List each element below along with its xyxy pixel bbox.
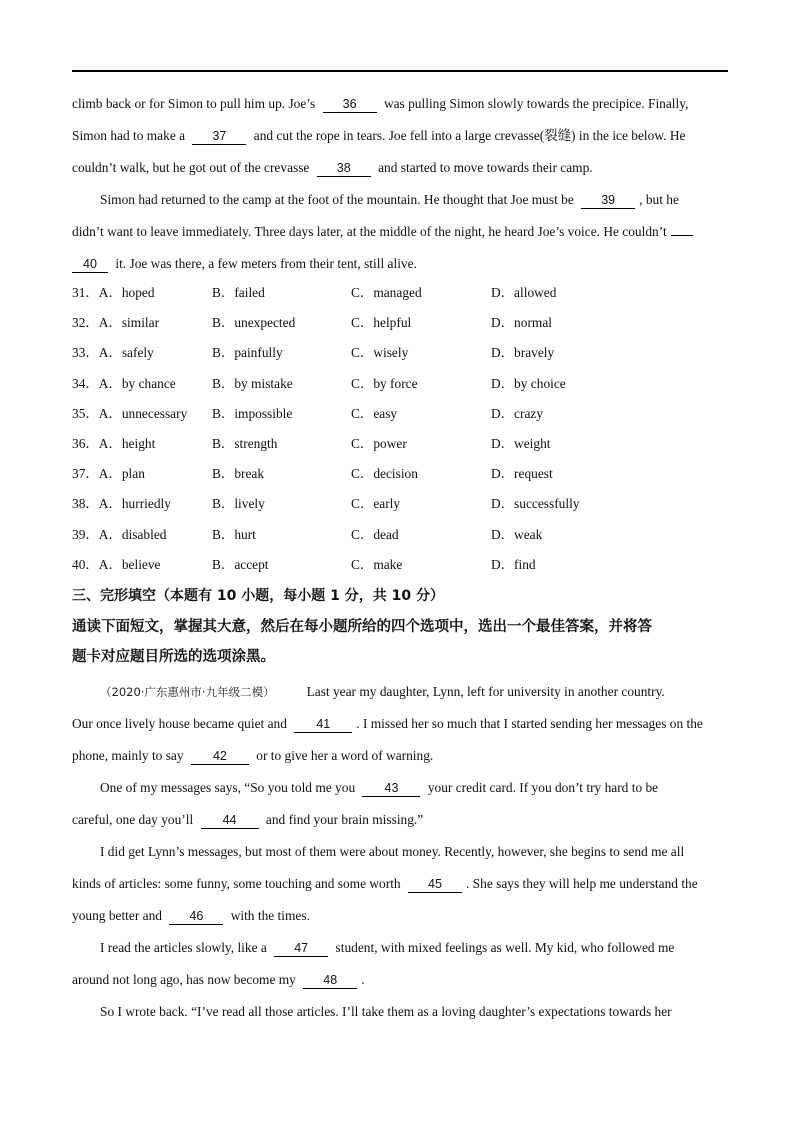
option-c[interactable]: C．by force xyxy=(351,375,418,391)
option-c[interactable]: C．power xyxy=(351,435,407,451)
passage-line: around not long ago, has now become my 48 . xyxy=(72,971,365,987)
passage-line: Simon had to make a 37 and cut the rope in tears. Joe fell into a large crevasse(裂缝) in the ice below. He xyxy=(72,128,686,143)
question-38: 38．A．hurriedly B．lively C．early D．successfully xyxy=(72,489,728,519)
question-32: 32．A．similar B．unexpected C．helpful D．normal xyxy=(72,308,728,338)
blank-36[interactable]: 36 xyxy=(323,96,377,113)
passage-line: Our once lively house became quiet and 41 . I missed her so much that I started sending her messages on the xyxy=(72,715,703,731)
option-b[interactable]: B．accept xyxy=(212,556,269,572)
option-d[interactable]: D．request xyxy=(491,466,553,482)
source-tag: （2020·广东惠州市·九年级二模） xyxy=(100,684,275,699)
option-b[interactable]: B．impossible xyxy=(212,405,293,421)
option-d[interactable]: D．weak xyxy=(491,526,543,542)
question-35: 35．A．unnecessary B．impossible C．easy D．crazy xyxy=(72,399,728,429)
passage-line: I did get Lynn’s messages, but most of them were about money. Recently, however, she begins to send me all xyxy=(100,843,685,859)
option-b[interactable]: B．unexpected xyxy=(212,315,296,331)
passage-line: careful, one day you’ll 44 and find your brain missing.” xyxy=(72,811,424,827)
option-a[interactable]: A．similar xyxy=(98,315,160,331)
passage-line: 40 it. Joe was there, a few meters from their tent, still alive. xyxy=(72,248,728,280)
passage-line: phone, mainly to say 42 or to give her a word of warning. xyxy=(72,747,434,763)
option-b[interactable]: B．hurt xyxy=(212,526,256,542)
option-a[interactable]: A．plan xyxy=(98,466,145,482)
passage-line: kinds of articles: some funny, some touching and some worth 45 . She says they will help me understand the xyxy=(72,875,698,891)
passage-line: climb back or for Simon to pull him up. Joe’s 36 was pulling Simon slowly towards the precipice. Finally, xyxy=(72,96,689,111)
question-31: 31．A．hoped B．failed C．managed D．allowed xyxy=(72,278,728,308)
top-rule xyxy=(72,70,728,72)
passage-line: One of my messages says, “So you told me you 43 your credit card. If you don’t try hard to be xyxy=(100,779,659,795)
option-d[interactable]: D．allowed xyxy=(491,285,557,300)
option-c[interactable]: C．dead xyxy=(351,526,399,542)
option-a[interactable]: A．believe xyxy=(98,556,161,572)
option-a[interactable]: A．safely xyxy=(98,345,154,361)
option-b[interactable]: B．painfully xyxy=(212,345,283,361)
section-instruction: 通读下面短文，掌握其大意，然后在每小题所给的四个选项中，选出一个最佳答案，并将答 题卡对应题目所选的选项涂黑。 xyxy=(72,618,652,665)
option-c[interactable]: C．helpful xyxy=(351,315,412,331)
blank-43[interactable]: 43 xyxy=(362,780,420,797)
option-a[interactable]: A．hoped xyxy=(98,285,155,300)
options-list xyxy=(72,278,728,580)
option-b[interactable]: B．failed xyxy=(212,285,265,300)
option-a[interactable]: A．by chance xyxy=(98,375,176,391)
blank-37[interactable]: 37 xyxy=(192,128,246,145)
blank-39[interactable]: 39 xyxy=(581,192,635,209)
blank-46[interactable]: 46 xyxy=(169,908,223,925)
page-content xyxy=(72,88,728,1028)
option-c[interactable]: C．make xyxy=(351,556,403,572)
blank-41[interactable]: 41 xyxy=(294,716,352,733)
option-d[interactable]: D．successfully xyxy=(491,496,580,512)
option-c[interactable]: C．early xyxy=(351,496,401,512)
question-40: 40．A．believe B．accept C．make D．find xyxy=(72,550,728,580)
question-34: 34．A．by chance B．by mistake C．by force D．by choice xyxy=(72,369,728,399)
blank-47[interactable]: 47 xyxy=(274,940,328,957)
option-d[interactable]: D．by choice xyxy=(491,375,566,391)
option-a[interactable]: A．disabled xyxy=(98,526,167,542)
blank-45[interactable]: 45 xyxy=(408,876,462,893)
question-39: 39．A．disabled B．hurt C．dead D．weak xyxy=(72,520,728,550)
blank-40-start[interactable] xyxy=(671,235,693,236)
passage-line: I read the articles slowly, like a 47 student, with mixed feelings as well. My kid, who followed me xyxy=(100,939,675,955)
option-b[interactable]: B．by mistake xyxy=(212,375,293,391)
option-d[interactable]: D．normal xyxy=(491,315,552,331)
option-c[interactable]: C．wisely xyxy=(351,345,409,361)
passage-line: didn’t want to leave immediately. Three days later, at the middle of the night, he heard Joe’s voice. He couldn’t xyxy=(72,216,728,248)
passage-line: young better and 46 with the times. xyxy=(72,907,310,923)
blank-38[interactable]: 38 xyxy=(317,160,371,177)
option-c[interactable]: C．easy xyxy=(351,405,398,421)
blank-44[interactable]: 44 xyxy=(201,812,259,829)
option-b[interactable]: B．lively xyxy=(212,496,265,512)
option-b[interactable]: B．break xyxy=(212,466,265,482)
option-d[interactable]: D．find xyxy=(491,556,536,572)
option-d[interactable]: D．crazy xyxy=(491,405,544,421)
option-c[interactable]: C．decision xyxy=(351,466,418,482)
question-33: 33．A．safely B．painfully C．wisely D．bravely xyxy=(72,338,728,368)
passage-line: Simon had returned to the camp at the foot of the mountain. He thought that Joe must be 39 , but he xyxy=(100,192,679,207)
passage-2 xyxy=(72,676,728,1028)
option-a[interactable]: A．hurriedly xyxy=(98,496,171,512)
option-d[interactable]: D．bravely xyxy=(491,345,555,361)
passage-1 xyxy=(72,88,728,280)
passage-line: So I wrote back. “I’ve read all those articles. I’ll take them as a loving daughter’s expectations towards her xyxy=(100,1003,672,1019)
option-c[interactable]: C．managed xyxy=(351,285,422,300)
option-b[interactable]: B．strength xyxy=(212,435,278,451)
question-36: 36．A．height B．strength C．power D．weight xyxy=(72,429,728,459)
passage-line: （2020·广东惠州市·九年级二模） Last year my daughter, Lynn, left for university in another country. xyxy=(100,683,665,699)
option-a[interactable]: A．height xyxy=(98,435,156,451)
blank-48[interactable]: 48 xyxy=(303,972,357,989)
option-d[interactable]: D．weight xyxy=(491,435,551,451)
blank-42[interactable]: 42 xyxy=(191,748,249,765)
passage-line: couldn’t walk, but he got out of the crevasse 38 and started to move towards their camp. xyxy=(72,160,593,175)
question-37: 37．A．plan B．break C．decision D．request xyxy=(72,459,728,489)
section-heading: 三、完形填空（本题有 10 小题，每小题 1 分，共 10 分） xyxy=(72,587,444,604)
blank-40[interactable]: 40 xyxy=(72,256,108,273)
option-a[interactable]: A．unnecessary xyxy=(98,405,188,421)
